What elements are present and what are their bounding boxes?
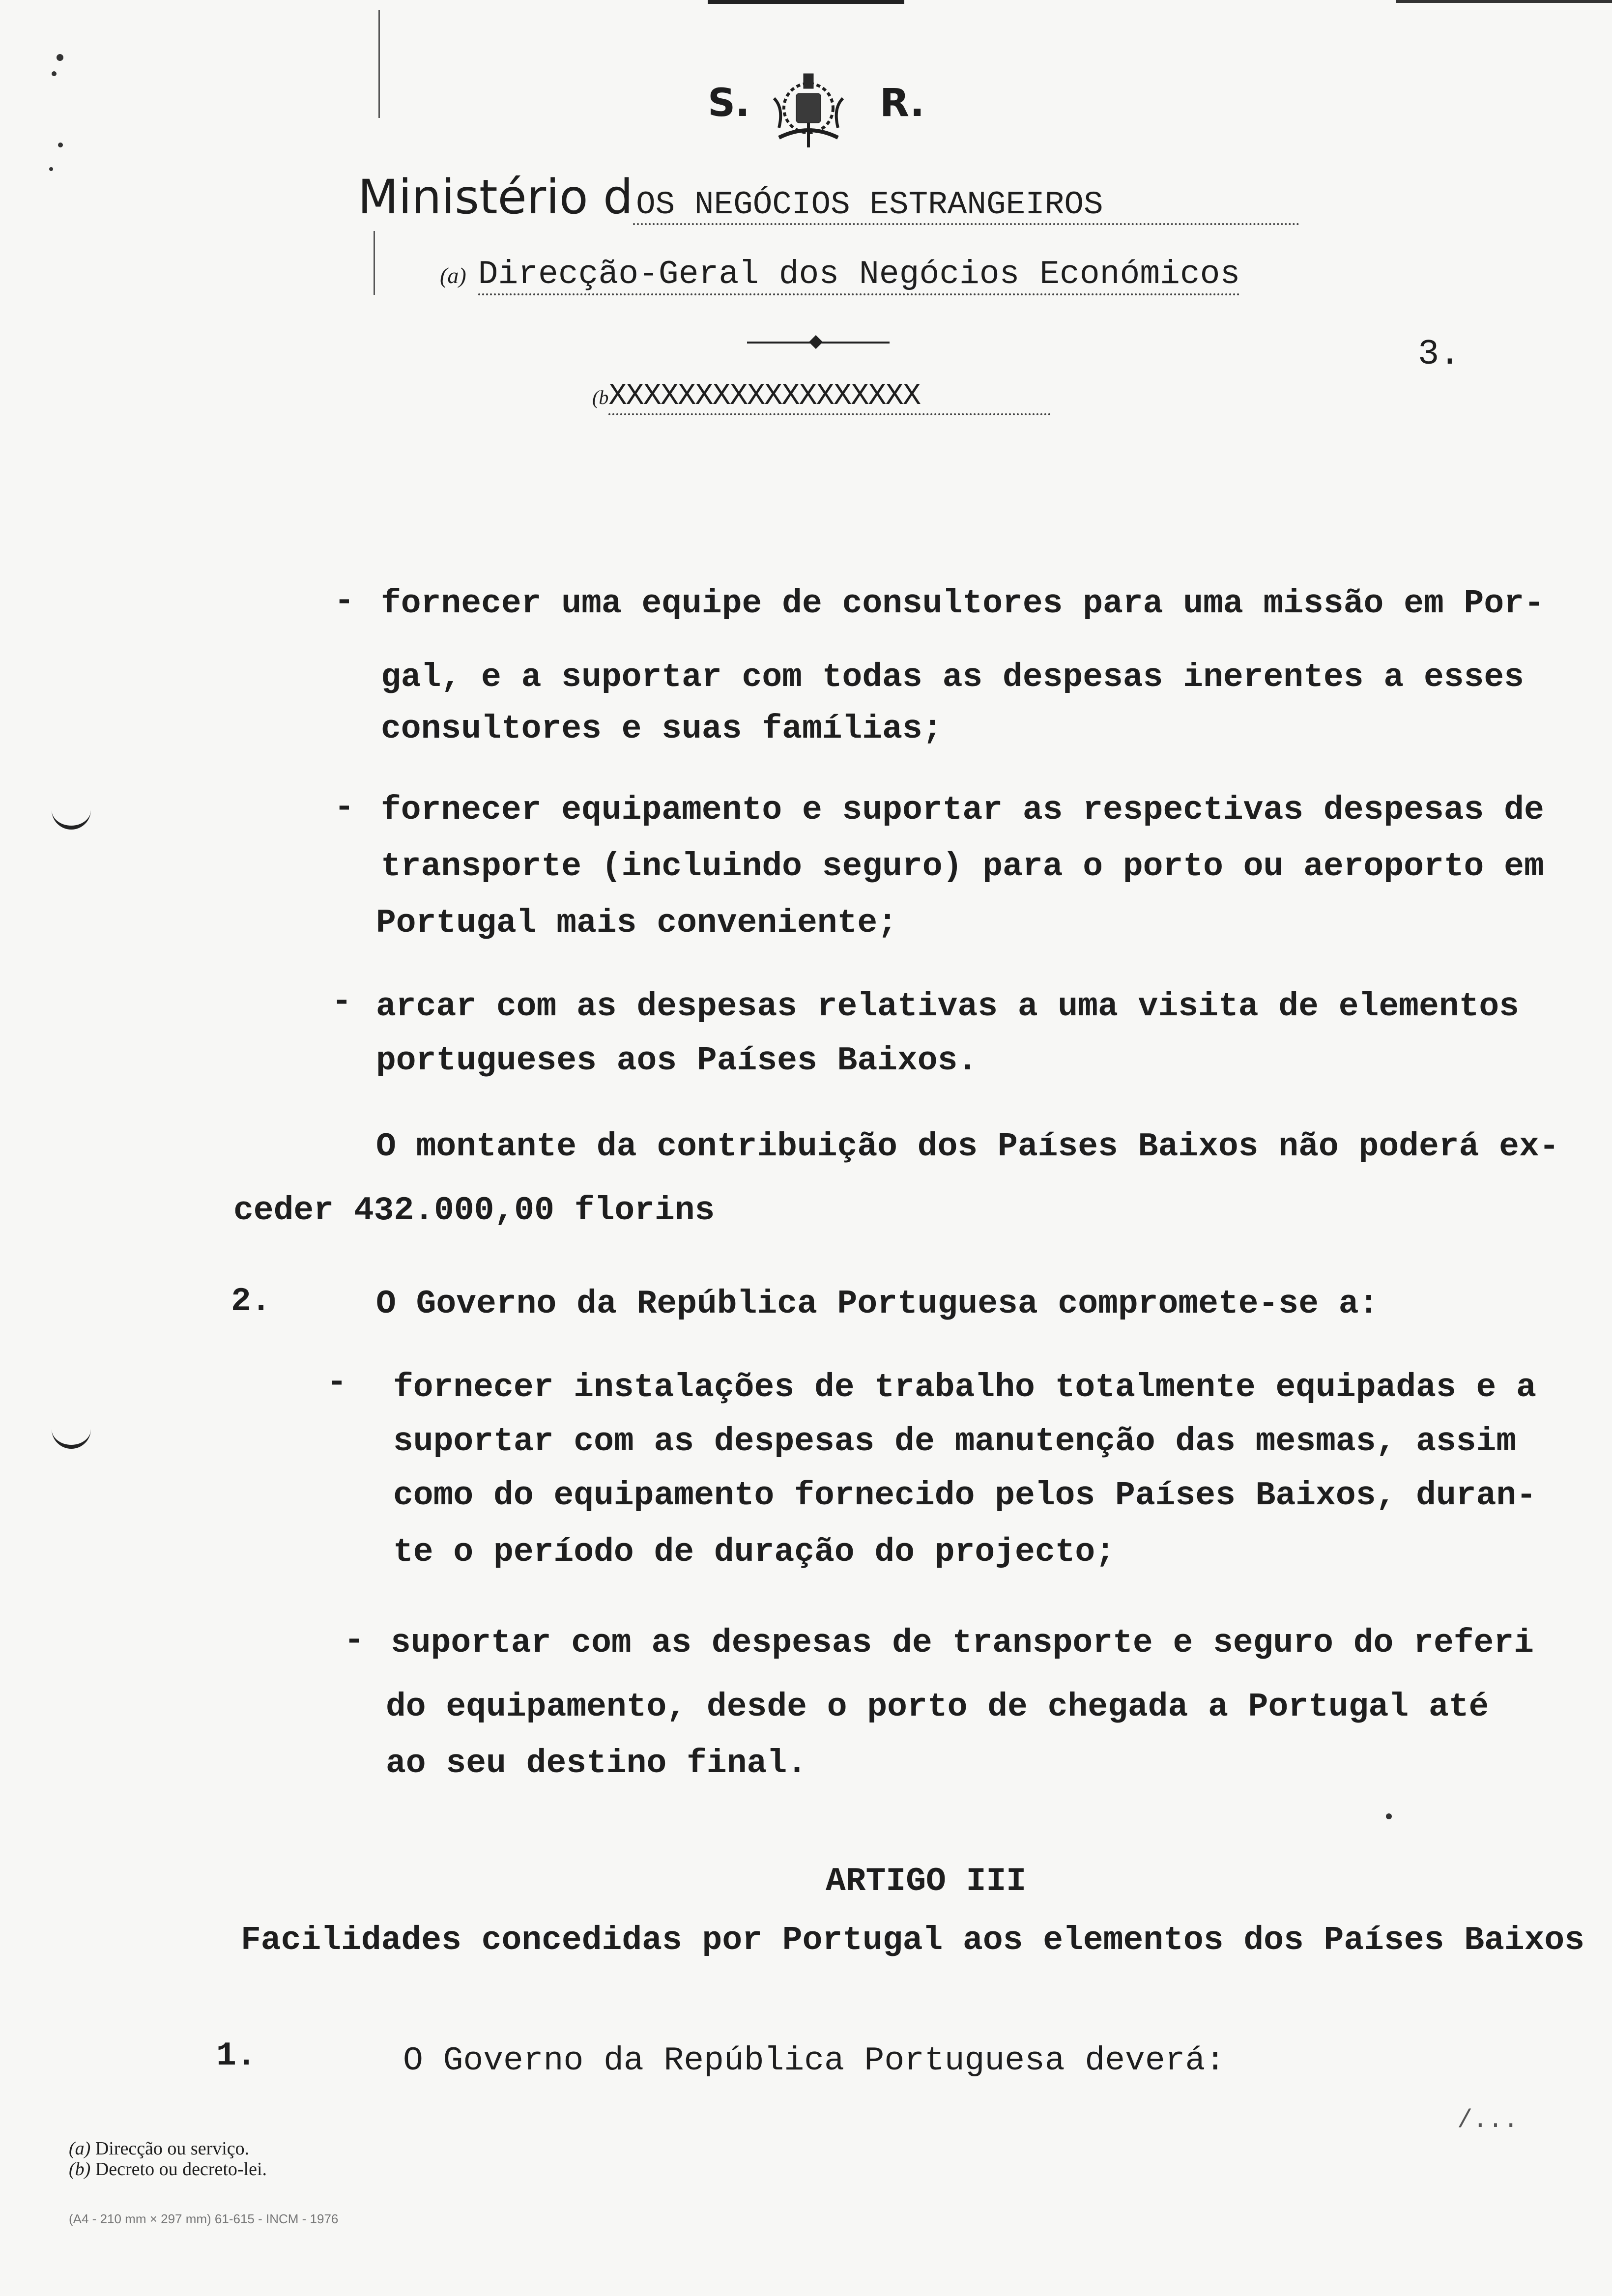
scan-speck: [57, 54, 63, 61]
coat-of-arms-icon: [769, 69, 848, 152]
amount-paragraph-line: ceder 432.000,00 florins: [233, 1192, 715, 1230]
punch-hole-mark: [52, 1425, 91, 1449]
page-number: 3.: [1418, 334, 1461, 374]
divider-ornament: [809, 335, 823, 349]
list-item-line: transporte (incluindo seguro) para o porto ou aeroporto em: [381, 848, 1544, 886]
print-code: (A4 - 210 mm × 297 mm) 61-615 - INCM - 1976: [69, 2211, 339, 2226]
article-heading: ARTIGO III: [826, 1863, 1027, 1900]
directorate-name: Direcção-Geral dos Negócios Económicos: [478, 256, 1240, 295]
ministry-prefix: Ministério d: [358, 170, 633, 225]
list-dash: -: [344, 1622, 364, 1660]
footnote-b: [69, 2158, 267, 2180]
list-item-line: te o período de duração do projecto;: [393, 1533, 1116, 1571]
list-item-line: suportar com as despesas de transporte e seguro do referi: [391, 1624, 1534, 1662]
scan-scratch: [374, 231, 375, 295]
list-item-line: como do equipamento fornecido pelos Países Baixos, duran-: [393, 1477, 1536, 1515]
list-item-line: portugueses aos Países Baixos.: [376, 1042, 978, 1080]
list-item-line: gal, e a suportar com todas as despesas inerentes a esses: [381, 659, 1524, 696]
directorate-line: [440, 256, 1240, 295]
article-subheading: Facilidades concedidas por Portugal aos elementos dos Países Baixos: [241, 1922, 1585, 1959]
list-dash: -: [332, 983, 352, 1021]
list-item-line: do equipamento, desde o porto de chegada a Portugal até: [386, 1688, 1489, 1726]
footnote-a-text: Direcção ou serviço.: [95, 2138, 250, 2159]
list-dash: -: [327, 1364, 347, 1402]
list-item-line: fornecer instalações de trabalho totalmente equipadas e a: [393, 1369, 1536, 1406]
scan-speck: [52, 71, 57, 76]
list-item-line: arcar com as despesas relativas a uma visita de elementos: [376, 988, 1519, 1026]
monogram-left: S.: [708, 81, 750, 125]
scan-speck: [49, 167, 53, 171]
decree-struck-out: XXXXXXXXXXXXXXXXXX: [608, 378, 1051, 415]
footnote-b-text: Decreto ou decreto-lei.: [95, 2159, 267, 2180]
list-dash: -: [334, 582, 354, 620]
list-dash: -: [334, 789, 354, 827]
scan-speck: [1386, 1813, 1392, 1819]
list-item-line: consultores e suas famílias;: [381, 710, 943, 748]
footnote-a-marker: (a): [69, 2138, 91, 2159]
clause-number: 2.: [231, 1283, 271, 1320]
amount-paragraph-line: O montante da contribuição dos Países Baixos não poderá ex-: [376, 1128, 1559, 1166]
directorate-marker: (a): [440, 263, 466, 288]
footnote-b-marker: (b): [69, 2159, 91, 2180]
clause-text: O Governo da República Portuguesa compromete-se a:: [376, 1285, 1379, 1323]
list-item-line: ao seu destino final.: [386, 1745, 807, 1782]
top-edge-mark: [708, 0, 904, 4]
list-item-line: fornecer equipamento e suportar as respectivas despesas de: [381, 791, 1544, 829]
clause-text: O Governo da República Portuguesa deverá:: [403, 2042, 1226, 2080]
scan-scratch: [378, 10, 380, 118]
monogram-right: R.: [880, 81, 925, 125]
clause-number: 1.: [216, 2037, 257, 2075]
punch-hole-mark: [52, 806, 91, 830]
top-right-edge-mark: [1396, 0, 1612, 3]
decree-line: [592, 378, 1051, 415]
list-item-line: suportar com as despesas de manutenção das mesmas, assim: [393, 1423, 1517, 1461]
list-item-line: Portugal mais conveniente;: [376, 904, 897, 942]
scan-speck: [58, 143, 63, 147]
continued-mark: /...: [1457, 2106, 1519, 2135]
footnote-a: [69, 2138, 249, 2159]
ministry-title: [358, 170, 1299, 225]
decree-marker: (b: [592, 386, 609, 408]
ministry-name-field: OS NEGÓCIOS ESTRANGEIROS: [633, 186, 1299, 225]
list-item-line: fornecer uma equipe de consultores para uma missão em Por-: [381, 585, 1544, 623]
